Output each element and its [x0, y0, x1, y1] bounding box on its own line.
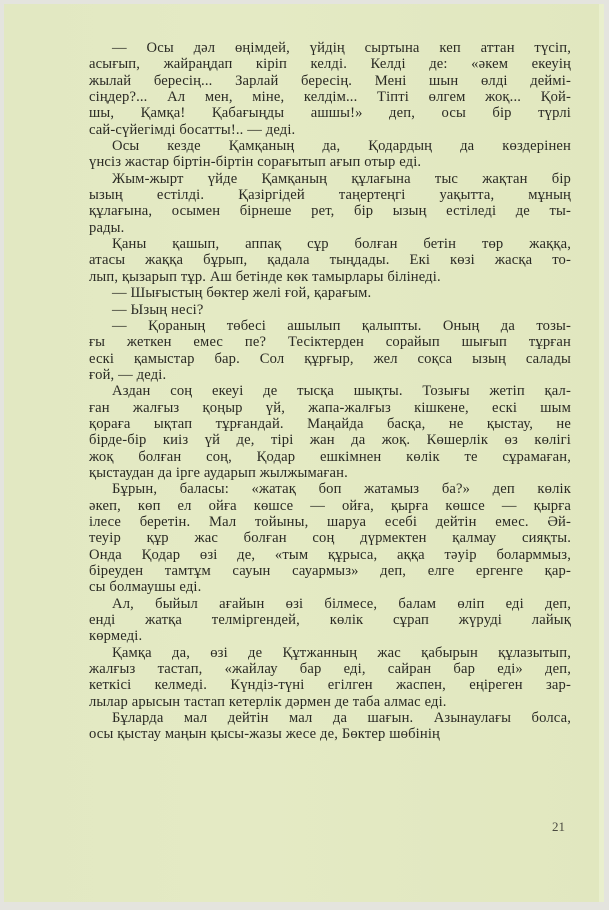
text-line: әкеп, көп ел ойға көшсе — ойға, қырға көшсе — қырға [89, 497, 571, 514]
text-line: Бұларда мал дейтін мал да шағын. Азынаулағы болса, [112, 710, 571, 727]
paragraph [66, 302, 571, 318]
text-line: сай-сүйегімді босатты!.. — деді. [89, 121, 296, 138]
paragraph [66, 645, 571, 710]
text-line: Бұрын, баласы: «жатақ боп жатамыз ба?» деп көлік [112, 481, 571, 498]
text-line: лып, қызарып тұр. Аш бетінде көк тамырлары білінеді. [89, 268, 441, 285]
text-line: ызың естілді. Қазіргідей таңертеңгі уақытта, мұның [89, 187, 571, 204]
text-line: жалғыз тастап, «жайлау бар еді, сайран бар еді» деп, [89, 661, 571, 678]
text-line: ған жалғыз қоңыр үй, жапа-жалғыз кішкене, ескі шым [89, 399, 571, 416]
text-line: құлағына, осымен бірнеше рет, бір ызың естіледі де ты- [89, 203, 571, 220]
paragraph [66, 481, 571, 595]
text-line: — Қораның төбесі ашылып қалыпты. Оның да тозы- [112, 317, 571, 334]
text-line: бірде-бір киіз үй де, тірі жан да жоқ. Көшерлік өз көлігі [89, 432, 571, 449]
paragraph [66, 596, 571, 645]
text-line: лылар арысын тастап кетерлік дәрмен де таба алмас еді. [89, 693, 447, 710]
book-page [4, 4, 604, 902]
text-line: асығып, жайраңдап кіріп келді. Келді де: «әкем екеуің [89, 56, 571, 73]
paragraph [66, 40, 571, 138]
paragraph [66, 138, 571, 171]
text-line: атасы жаққа бұрып, қадала тыңдады. Екі көзі жасқа то- [89, 252, 571, 269]
text-line: ғы жеткен емес пе? Тесіктерден сорайып шығып тұрған [89, 334, 571, 351]
text-line: — Шығыстың бөктер желі ғой, қарағым. [112, 285, 372, 302]
text-line: ілесе беретін. Мал тойыны, шаруа есебі дейтін емес. Әй- [89, 513, 571, 530]
text-line: кеткісі келмеді. Күндіз-түні егілген жаспен, еңіреген зар- [89, 677, 571, 694]
paragraph [66, 383, 571, 481]
paragraph [66, 318, 571, 383]
text-line: жылай бересің... Зарлай бересің. Мені шын өлді деймі- [89, 72, 571, 89]
paragraph [66, 710, 571, 743]
text-line: — Осы дәл өңімдей, үйдің сыртына кеп аттан түсіп, [112, 40, 571, 56]
text-line: сы болмаушы еді. [89, 579, 202, 596]
paragraph [66, 236, 571, 285]
text-line: біреуден тамтұм сауын сауармыз» деп, елге ергенге қар- [89, 563, 571, 579]
text-line: теуір құр жас болған соң дүрмектен қалмау сияқты. [89, 530, 571, 547]
text-line: үнсіз жастар біртін-біртін сорағытып ағып отыр еді. [89, 154, 422, 171]
text-line: Қаны қашып, аппақ сұр болған бетін төр жаққа, [112, 236, 571, 253]
text-line: ғой, — деді. [89, 366, 167, 383]
text-line: көрмеді. [89, 628, 143, 645]
paragraph [66, 285, 571, 301]
text-line: Аздан соң екеуі де тысқа шықты. Тозығы жетіп қал- [112, 383, 571, 400]
text-line: енді жатқа телміргендей, көлік сұрап жүруді лайық [89, 612, 571, 629]
text-line: Жым-жырт үйде Қамқаның құлағына тыс жақтан бір [112, 170, 571, 187]
text-line: сіңдер?... Ал мен, міне, келдім... Тіпті өлгем жоқ... Қой- [89, 89, 571, 106]
text-block [66, 40, 571, 743]
text-line: Онда Қодар өзі де, «тым құрыса, аққа тәуір боларммыз, [89, 546, 571, 563]
page-edge [599, 4, 604, 902]
paragraph [66, 171, 571, 236]
text-line: рады. [89, 219, 125, 236]
text-line: қыстаудан да ірге аударып жылжымаған. [89, 464, 348, 481]
text-line: шы, Қамқа! Қабағыңды ашшы!» деп, осы бір түрлі [89, 105, 571, 122]
text-line: Қамқа да, өзі де Құтжанның жас қабырын құлазытып, [112, 644, 571, 661]
page-number: 21 [552, 819, 565, 834]
text-line: осы қыстау маңын қысы-жазы жесе де, Бөктер шөбінің [89, 726, 440, 743]
text-line: — Ызың несі? [112, 301, 204, 318]
text-line: Осы кезде Қамқаның да, Қодардың да көздерінен [112, 138, 571, 155]
text-line: жоқ болған соң, Қодар ешкімнен көлік те сұрамаған, [89, 448, 571, 465]
text-line: ескі қамыстар бар. Сол құрғыр, жел соқса ызың салады [89, 350, 571, 367]
text-line: қораға ықтап тұрғандай. Маңайда басқа, не қыстау, не [89, 415, 571, 432]
text-line: Ал, быйыл ағайын өзі білмесе, балам өліп еді деп, [112, 595, 571, 612]
